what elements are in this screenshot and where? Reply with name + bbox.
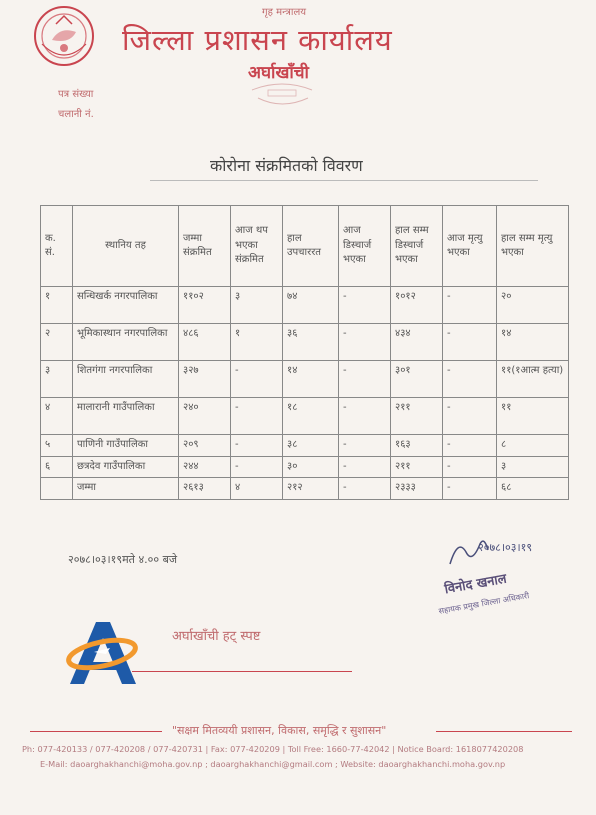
table-row [41, 398, 569, 435]
column-header: जम्मा संक्रमित [179, 206, 231, 287]
table-cell: - [443, 398, 497, 435]
footer-emails: E-Mail: daoarghakhanchi@moha.gov.np ; daoarghakhanchi@gmail.com ; Website: daoarghakhanchi.moha.gov.np [40, 759, 506, 769]
table-cell: ८ [497, 435, 569, 457]
table-cell: ४ [231, 478, 283, 500]
table-cell: २१२ [283, 478, 339, 500]
table-cell: - [231, 361, 283, 398]
table-row [41, 435, 569, 457]
table-cell: १४ [497, 324, 569, 361]
footer-motto: "सक्षम मितव्ययी प्रशासन, विकास, समृद्धि र सुशासन" [172, 724, 387, 737]
table-cell: २ [41, 324, 73, 361]
campaign-motto: अर्घाखाँची हट् स्पष्ट [172, 629, 261, 644]
table-cell: ३० [283, 456, 339, 478]
table-cell: छत्रदेव गाउँपालिका [73, 456, 179, 478]
table-cell: - [443, 435, 497, 457]
signatory-designation: सहायक प्रमुख जिल्ला अधिकारी [437, 591, 530, 616]
column-header: स्थानिय तह [73, 206, 179, 287]
table-cell: ११(१आत्म हत्या) [497, 361, 569, 398]
ministry-name: गृह मन्त्रालय [262, 7, 307, 18]
table-cell: १०१२ [391, 287, 443, 324]
table-cell: ७४ [283, 287, 339, 324]
report-timestamp: २०७८।०३।१९मते ४.०० बजे [68, 553, 178, 566]
column-header: आज डिस्चार्ज भएका [339, 206, 391, 287]
footer-divider-left [30, 731, 162, 732]
motto-underline [132, 671, 352, 672]
table-cell: - [231, 435, 283, 457]
nepal-government-emblem-icon [32, 4, 96, 68]
table-cell: ५ [41, 435, 73, 457]
table-cell: - [443, 361, 497, 398]
column-header: आज थप भएका संक्रमित [231, 206, 283, 287]
table-cell: ६ [41, 456, 73, 478]
column-header: क. सं. [41, 206, 73, 287]
office-title: जिल्ला प्रशासन कार्यालय [122, 23, 393, 57]
table-row [41, 287, 569, 324]
signature-date: २०७८।०३।१९ [478, 541, 533, 554]
footer-contacts: Ph: 077-420133 / 077-420208 / 077-420731 | Fax: 077-420209 | Toll Free: 1660-77-42042 | Notice Board: 1618077420208 [22, 744, 524, 754]
table-cell: २६१३ [179, 478, 231, 500]
column-header: हाल सम्म मृत्यु भएका [497, 206, 569, 287]
table-cell: - [443, 456, 497, 478]
table-row [41, 361, 569, 398]
table-cell: ३ [231, 287, 283, 324]
table-cell: - [339, 287, 391, 324]
office-seal-stamp-icon [248, 80, 316, 110]
table-cell: - [443, 478, 497, 500]
column-header: हाल सम्म डिस्चार्ज भएका [391, 206, 443, 287]
table-cell: २४० [179, 398, 231, 435]
table-cell: भूमिकास्थान नगरपालिका [73, 324, 179, 361]
table-cell: १ [231, 324, 283, 361]
table-cell: ३६ [283, 324, 339, 361]
table-cell: १४ [283, 361, 339, 398]
table-cell: - [339, 456, 391, 478]
footer-divider-right [436, 731, 572, 732]
table-cell: - [339, 361, 391, 398]
table-header-row [41, 206, 569, 287]
table-cell: ३ [41, 361, 73, 398]
title-divider [150, 180, 538, 181]
table-cell: २११ [391, 398, 443, 435]
table-cell: ४८६ [179, 324, 231, 361]
district-name: अर्घाखाँची [248, 63, 309, 83]
table-cell: सन्धिखर्क नगरपालिका [73, 287, 179, 324]
table-cell: पाणिनी गाउँपालिका [73, 435, 179, 457]
table-cell: - [231, 456, 283, 478]
table-cell: २०९ [179, 435, 231, 457]
covid-report-table [40, 205, 569, 500]
table-cell: - [339, 478, 391, 500]
ref-number-label: पत्र संख्या [58, 89, 94, 100]
table-cell: मालारानी गाउँपालिका [73, 398, 179, 435]
table-total-row [41, 478, 569, 500]
table-cell: १६३ [391, 435, 443, 457]
signature-block [436, 534, 556, 614]
table-cell: शितगंगा नगरपालिका [73, 361, 179, 398]
table-cell: २३३३ [391, 478, 443, 500]
table-cell: ४३४ [391, 324, 443, 361]
table-cell: १८ [283, 398, 339, 435]
table-cell: - [339, 398, 391, 435]
table-cell: जम्मा [73, 478, 179, 500]
table-cell: ११ [497, 398, 569, 435]
table-row [41, 456, 569, 478]
table-cell: - [339, 324, 391, 361]
report-title: कोरोना संक्रमितको विवरण [210, 156, 363, 175]
table-cell: ६८ [497, 478, 569, 500]
table-row [41, 324, 569, 361]
letter-a-plane-logo-icon [66, 618, 138, 686]
dispatch-number-label: चलानी नं. [58, 109, 94, 120]
table-cell [41, 478, 73, 500]
table-cell: २११ [391, 456, 443, 478]
table-cell: ३८ [283, 435, 339, 457]
table-cell: - [339, 435, 391, 457]
table-cell: २० [497, 287, 569, 324]
table-cell: ३२७ [179, 361, 231, 398]
table-cell: २४४ [179, 456, 231, 478]
table-cell: - [443, 324, 497, 361]
table-cell: १ [41, 287, 73, 324]
table-cell: ३०१ [391, 361, 443, 398]
signatory-name: विनोद खनाल [443, 571, 508, 598]
table-cell: - [443, 287, 497, 324]
table-cell: ३ [497, 456, 569, 478]
table-cell: ११०२ [179, 287, 231, 324]
table-cell: ४ [41, 398, 73, 435]
column-header: आज मृत्यु भएका [443, 206, 497, 287]
table-cell: - [231, 398, 283, 435]
column-header: हाल उपचाररत [283, 206, 339, 287]
